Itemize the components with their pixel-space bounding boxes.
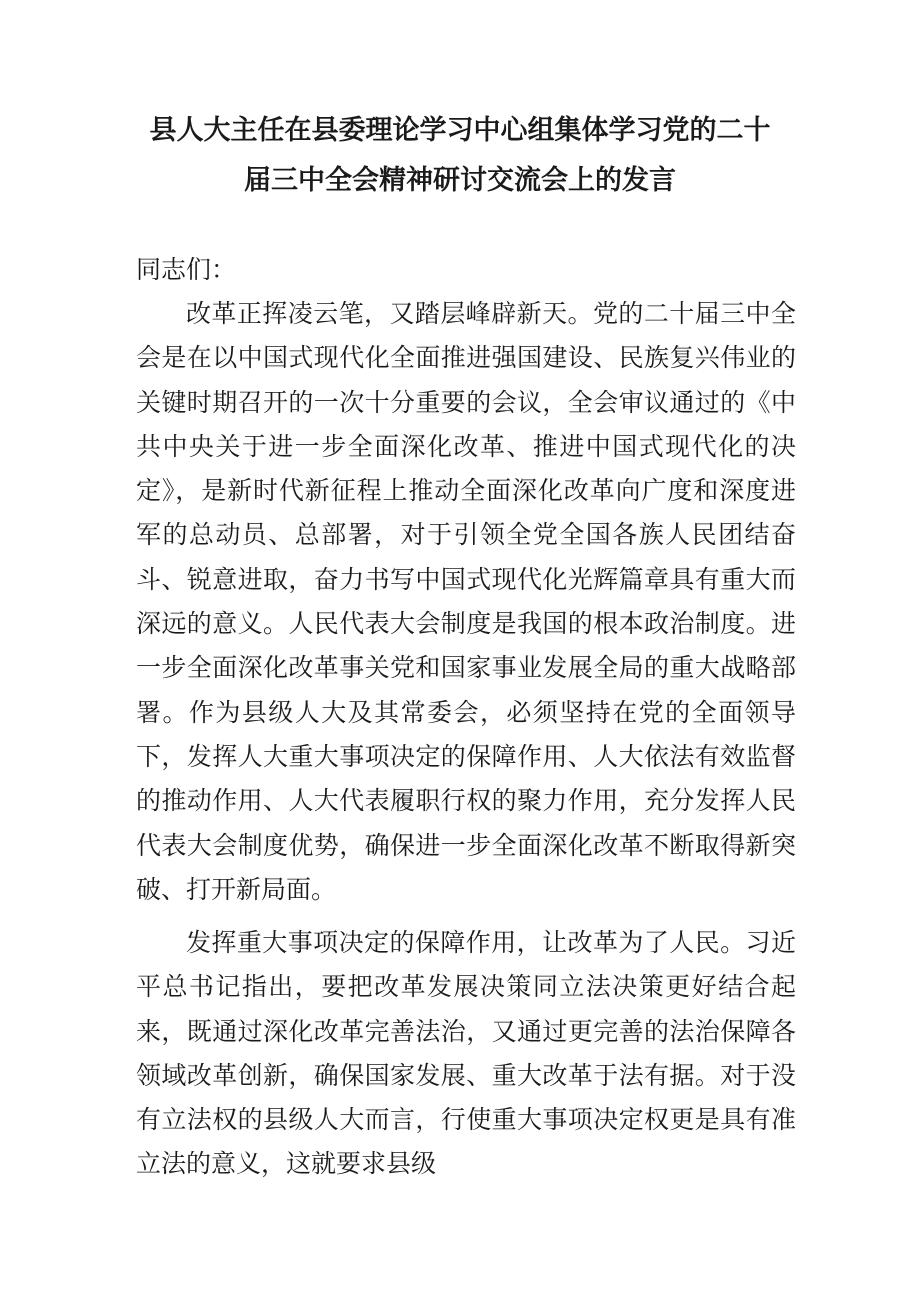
document-title-line-1: 县人大主任在县委理论学习中心组集体学习党的二十 — [149, 115, 771, 146]
salutation: 同志们： — [136, 255, 237, 284]
document-title-line-2: 届三中全会精神研讨交流会上的发言 — [244, 165, 676, 196]
paragraph-2: 发挥重大事项决定的保障作用，让改革为了人民。习近平总书记指出，要把改革发展决策同立法决策更好结合起来，既通过深化改革完善法治，又通过更完善的法治保障各领域改革创新，确保国家发展、重大改革于法有据。对于没有立法权的县级人大而言，行使重大事项决定权更是具有准立法的意义，这就要求县级 — [136, 928, 796, 1179]
paragraph-1: 改革正挥凌云笔，又踏层峰辟新天。党的二十届三中全会是在以中国式现代化全面推进强国建设、民族复兴伟业的关键时期召开的一次十分重要的会议，全会审议通过的《中共中央关于进一步全面深化改革、推进中国式现代化的决定》，是新时代新征程上推动全面深化改革向广度和深度进军的总动员、总部署，对于引领全党全国各族人民团结奋斗、锐意进取，奋力书写中国式现代化光辉篇章具有重大而深远的意义。人民代表大会制度是我国的根本政治制度。进一步全面深化改革事关党和国家事业发展全局的重大战略部署。作为县级人大及其常委会，必须坚持在党的全面领导下，发挥人大重大事项决定的保障作用、人大依法有效监督的推动作用、人大代表履职行权的聚力作用，充分发挥人民代表大会制度优势，确保进一步全面深化改革不断取得新突破、打开新局面。 — [136, 299, 796, 904]
document-title — [100, 106, 820, 206]
